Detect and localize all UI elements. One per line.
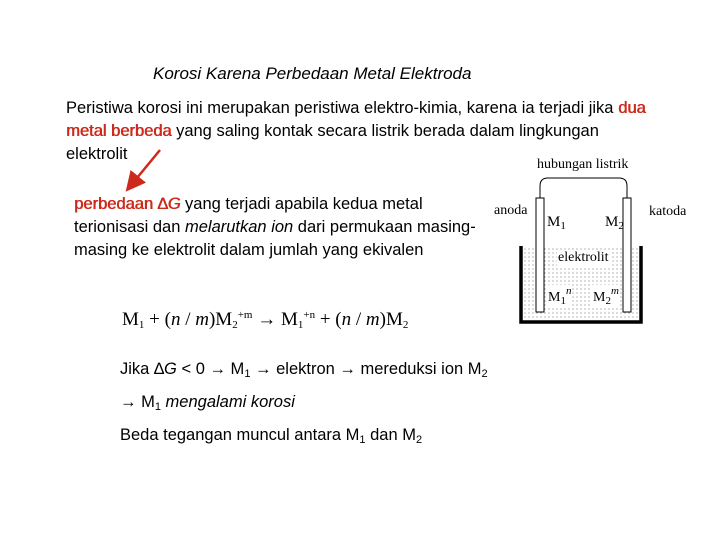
electrode-m2 xyxy=(623,198,631,312)
delta-symbol: ∆ xyxy=(157,195,168,213)
delta-g-symbol: G xyxy=(167,195,181,213)
arrow-icon: → xyxy=(339,360,356,378)
statement-corrosion: → $M_1$ mengalami korosi xyxy=(120,393,295,413)
electrode-m2-label: $M_2$ xyxy=(605,214,624,232)
slide-title: Korosi Karena Perbedaan Metal Elektroda xyxy=(153,64,472,83)
statement-negative-delta-g: Jika $\Delta G < 0 \to M_1$ → elektron → mereduksi ion $M_2$ xyxy=(120,360,488,380)
intro-text-2: yang saling kontak secara listrik berada dalam lingkungan elektrolit xyxy=(66,122,599,163)
explanation-italic: melarutkan ion xyxy=(184,218,294,236)
statement-voltage: Beda tegangan muncul antara $M_1$ dan $M_2$ xyxy=(120,426,423,446)
arrow-icon: → xyxy=(255,360,272,378)
explanation-text-1: yang terjadi apabila kedua metal terionisasi dan xyxy=(74,195,423,236)
explanation-text-2: dari permukaan masing-masing ke elektrolit dalam jumlah yang ekivalen xyxy=(74,218,476,259)
connection-label: hubungan listrik xyxy=(537,157,629,172)
anode-label: anoda xyxy=(494,203,528,218)
arrow-icon: → xyxy=(209,360,226,378)
electrode-m1-label: $M_1$ xyxy=(547,214,566,232)
ion-m2-label: $M_2^m$ xyxy=(593,285,619,307)
ion-m1-label: $M_1^n$ xyxy=(548,285,572,307)
electrode-m1 xyxy=(536,198,544,312)
reaction-equation: $M_1 + (n / m)M_2^{+m} \to M_1^{+n} + (n / m)M_2$ xyxy=(122,309,409,331)
explanation-highlight: perbedaan xyxy=(74,195,158,213)
electrolyte-label: elektrolit xyxy=(558,250,609,265)
intro-text-1: Peristiwa korosi ini merupakan peristiwa elektro-kimia, karena ia terjadi jika xyxy=(66,99,619,117)
explanation-paragraph xyxy=(74,193,484,262)
pointer-arrow xyxy=(132,150,160,184)
connection-wire xyxy=(540,178,627,198)
intro-highlight: dua metal berbeda xyxy=(66,99,646,140)
cathode-label: katoda xyxy=(649,204,687,219)
arrow-icon: → xyxy=(120,393,137,411)
